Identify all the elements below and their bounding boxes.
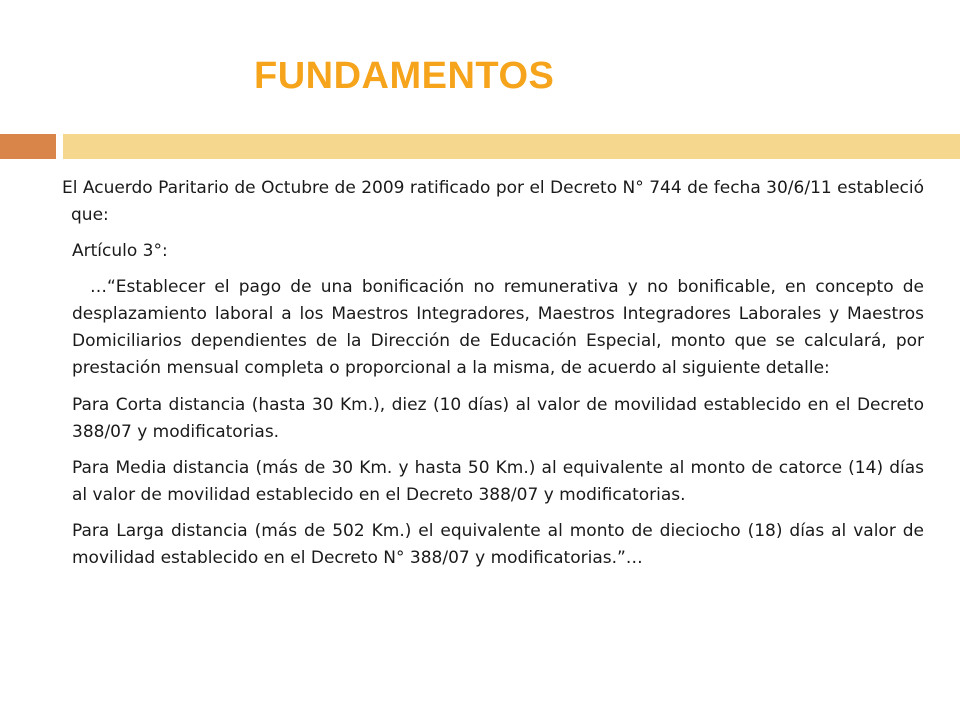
- header-bar-accent: [0, 134, 56, 159]
- intro-paragraph: El Acuerdo Paritario de Octubre de 2009 ratificado por el Decreto N° 744 de fecha 30/6/11 estableció que:: [62, 178, 924, 225]
- short-distance-paragraph: Para Corta distancia (hasta 30 Km.), diez (10 días) al valor de movilidad establecido en el Decreto 388/07 y modificatorias.: [72, 395, 924, 442]
- slide-body: [58, 175, 924, 581]
- header-bar: [63, 134, 960, 159]
- slide-title: FUNDAMENTOS: [254, 55, 555, 97]
- medium-distance-paragraph: Para Media distancia (más de 30 Km. y hasta 50 Km.) al equivalente al monto de catorce (14) días al valor de movilidad establecido en el Decreto 388/07 y modificatorias.: [72, 458, 924, 505]
- long-distance-paragraph: Para Larga distancia (más de 502 Km.) el equivalente al monto de dieciocho (18) días al valor de movilidad establecido en el Decreto N° 388/07 y modificatorias.”…: [72, 521, 924, 568]
- article-quote-paragraph: …“Establecer el pago de una bonificación no remunerativa y no bonificable, en concepto de desplazamiento laboral a los Maestros Integradores, Maestros Integradores Laborales y Maestros Domiciliarios dependientes de la Dirección de Educación Especial, monto que se calculará, por prestación mensual completa o proporcional a la misma, de acuerdo al siguiente detalle:: [72, 277, 924, 378]
- article-heading: Artículo 3°:: [72, 241, 168, 261]
